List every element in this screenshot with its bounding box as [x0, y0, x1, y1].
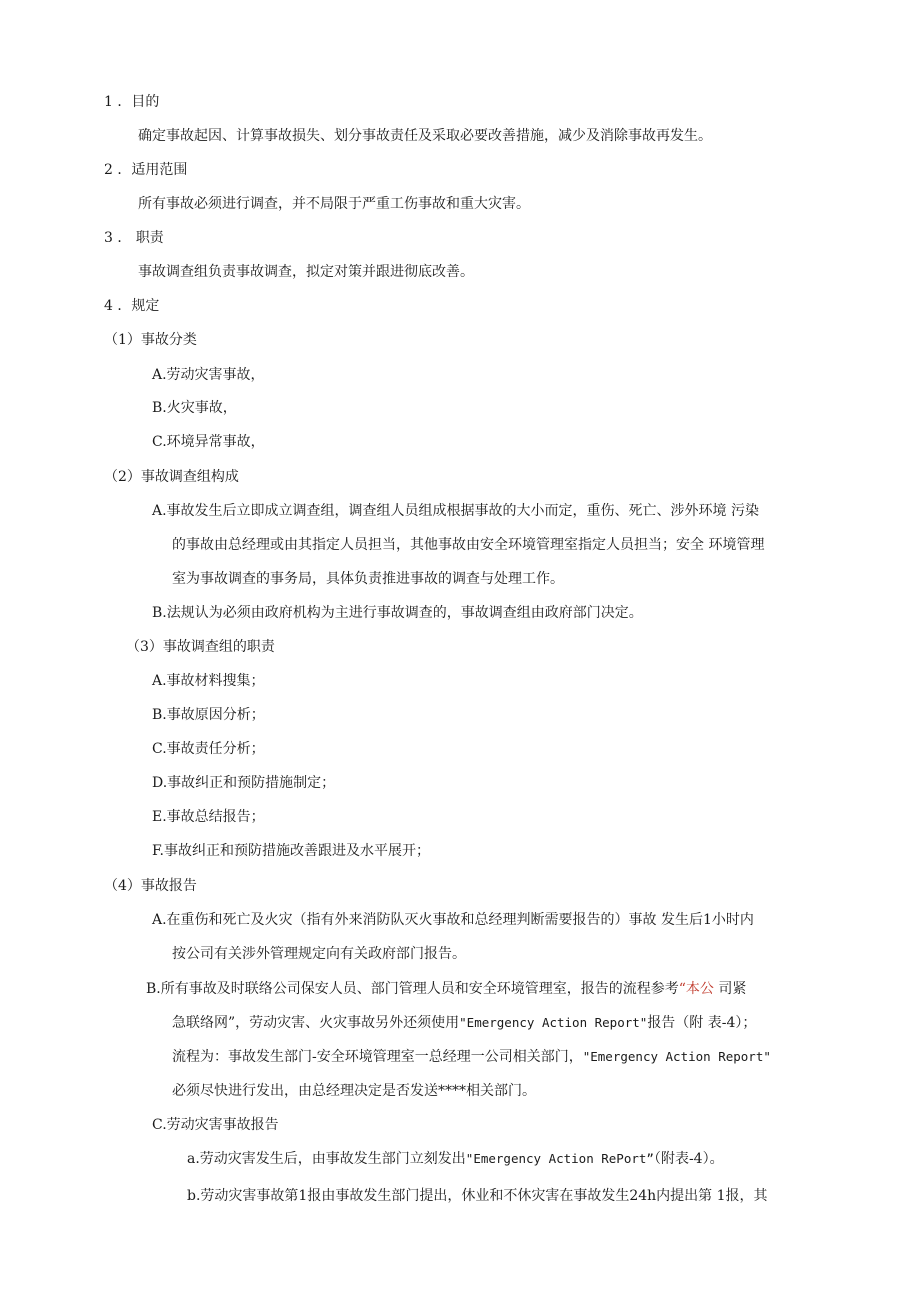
section-2-heading: [104, 160, 187, 180]
section-4-heading: [104, 296, 159, 316]
text-run: 司紧: [713, 981, 747, 997]
list-item: B.火灾事故，: [152, 400, 237, 416]
section-3-heading: [104, 228, 164, 248]
subsection-2-title: （2）事故调查组构成: [104, 469, 239, 485]
list-item: D.事故纠正和预防措施制定；: [152, 775, 336, 791]
list-item: A.劳动灾害事故，: [152, 367, 265, 383]
english-term: "Emergency Action RePort”: [465, 1151, 654, 1166]
subsection-3-title: （3）事故调查组的职责: [126, 639, 275, 655]
list-item: E.事故总结报告；: [152, 809, 265, 825]
paragraph-line: 室为事故调查的事务局，具体负责推进事故的调查与处理工作。: [172, 571, 564, 587]
subsection-1-title: （1）事故分类: [104, 332, 197, 348]
text-run: （附表-4）。: [653, 1151, 724, 1167]
section-number: 2 ．: [104, 162, 132, 178]
paragraph-line: b.劳动灾害事故第1报由事故发生部门提出，休业和不休灾害在事故发生24h内提出第 1报，其: [187, 1188, 768, 1204]
list-item: C.环境异常事故，: [152, 434, 265, 450]
list-item: A.事故材料搜集；: [152, 673, 265, 689]
paragraph-line: 的事故由总经理或由其指定人员担当，其他事故由安全环境管理室指定人员担当；安全 环境管理: [172, 537, 765, 553]
paragraph-line: A.在重伤和死亡及火灾（指有外来消防队灭火事故和总经理判断需要报告的）事故 发生后1小时内: [152, 912, 754, 928]
paragraph-line: [172, 1047, 771, 1067]
text-run: B.所有事故及时联络公司保安人员、部门管理人员和安全环境管理室，报告的流程参考: [146, 981, 679, 997]
list-item: C.事故责任分析；: [152, 741, 265, 757]
list-item: F.事故纠正和预防措施改善跟进及水平展开；: [152, 843, 430, 859]
text-run: 流程为：事故发生部门-安全环境管理室一总经理一公司相关部门，: [172, 1049, 583, 1065]
list-item: B.事故原因分析；: [152, 707, 265, 723]
paragraph-line: [146, 979, 746, 999]
section-number: 1 ．: [104, 94, 132, 110]
subsection-item-c: C.劳动灾害事故报告: [152, 1117, 279, 1133]
section-number: 4 ．: [104, 298, 132, 314]
paragraph-line: [172, 1013, 756, 1033]
section-1-body: 确定事故起因、计算事故损失、划分事故责任及采取必要改善措施，减少及消除事故再发生。: [138, 128, 712, 144]
highlighted-reference: “本公: [678, 981, 714, 997]
text-run: 急联络网”，劳动灾害、火灾事故另外还须使用: [172, 1015, 460, 1031]
section-1-heading: [104, 92, 159, 112]
english-term: "Emergency Action Report": [582, 1049, 771, 1064]
section-2-body: 所有事故必须进行调查，并不局限于严重工伤事故和重大灾害。: [138, 196, 530, 212]
paragraph-line: B.法规认为必须由政府机构为主进行事故调查的，事故调查组由政府部门决定。: [152, 605, 643, 621]
section-title: 目的: [131, 94, 160, 110]
section-number: 3 ．: [104, 230, 132, 246]
text-run: 报告（附 表-4）；: [647, 1015, 757, 1031]
section-title: 适用范围: [131, 162, 188, 178]
paragraph-line: 按公司有关涉外管理规定向有关政府部门报告。: [172, 946, 466, 962]
section-3-body: 事故调查组负责事故调查，拟定对策并跟进彻底改善。: [138, 264, 474, 280]
paragraph-line: [187, 1149, 724, 1169]
text-run: a.劳动灾害发生后，由事故发生部门立刻发出: [187, 1151, 466, 1167]
section-title: 职责: [135, 230, 164, 246]
section-title: 规定: [131, 298, 160, 314]
subsection-4-title: （4）事故报告: [104, 878, 197, 894]
english-term: "Emergency Action Report": [459, 1015, 648, 1030]
paragraph-line: A.事故发生后立即成立调查组，调查组人员组成根据事故的大小而定，重伤、死亡、涉外环境 污染: [152, 503, 760, 519]
paragraph-line: 必须尽快进行发出，由总经理决定是否发送****相关部门。: [172, 1083, 536, 1099]
